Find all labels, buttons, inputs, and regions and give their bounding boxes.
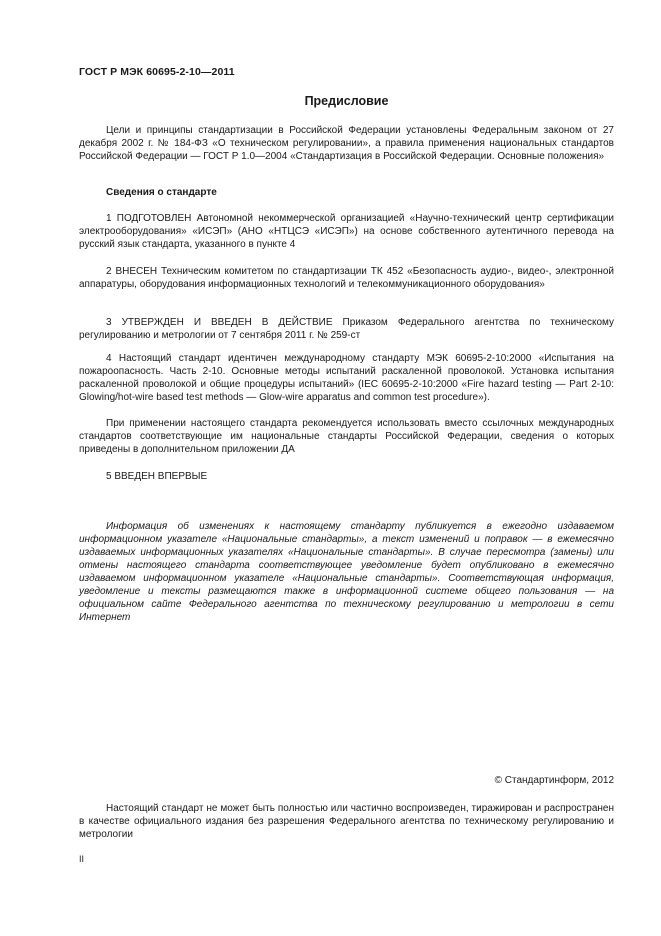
page-title: Предисловие [304,94,389,108]
changes-notice: Информация об изменениях к настоящему стандарту публикуется в ежегодно издаваемом информационном указателе «Национальные стандарты», а текст изменений и поправок — в ежемесячно издаваемых информационных указателях «Национальные стандарты». В случае пересмотра (замены) или отмены настоящего стандарта соответствующее уведомление будет опубликовано в ежемесячно издаваемом информационном указателе «Национальные стандарты». Соответствующая информация, уведомление и тексты размещаются также в информационной системе общего пользования — на официальном сайте Федерального агентства по техническому регулированию и метрологии в сети Интернет [79,521,614,623]
page-number: II [79,854,85,864]
copyright: © Стандартинформ, 2012 [494,775,614,786]
item-2-submitted: 2 ВНЕСЕН Техническим комитетом по стандартизации ТК 452 «Безопасность аудио-, видео-, электронной аппаратуры, оборудования информационных технологий и телекоммуникационного оборудования» [79,266,614,290]
standard-code-header: ГОСТ Р МЭК 60695-2-10—2011 [79,66,235,78]
item-3-approved: 3 УТВЕРЖДЕН И ВВЕДЕН В ДЕЙСТВИЕ Приказом Федерального агентства по техническому регулированию и метрологии от 7 сентября 2011 г. № 259-ст [79,317,614,341]
reproduction-notice: Настоящий стандарт не может быть полностью или частично воспроизведен, тиражирован и распространен в качестве официального издания без разрешения Федерального агентства по техническому регулированию и метрологии [79,803,614,840]
standard-info-heading: Сведения о стандарте [106,187,217,198]
item-5-introduced: 5 ВВЕДЕН ВПЕРВЫЕ [106,471,208,482]
item-4-identical: 4 Настоящий стандарт идентичен международному стандарту МЭК 60695-2-10:2000 «Испытания на пожароопасность. Часть 2-10. Основные методы испытаний раскаленной проволокой. Установка испытания раскаленной проволокой и общие процедуры испытаний» (IEC 60695-2-10:2000 «Fire hazard testing — Part 2-10: Glowing/hot-wire based test methods — Glow-wire apparatus and common test procedure»). [79,353,614,403]
item-4-note: При применении настоящего стандарта рекомендуется использовать вместо ссылочных международных стандартов соответствующие им национальные стандарты Российской Федерации, сведения о которых приведены в дополнительном приложении ДА [79,418,614,455]
intro-paragraph: Цели и принципы стандартизации в Российской Федерации установлены Федеральным законом от 27 декабря 2002 г. № 184-ФЗ «О техническом регулировании», а правила применения национальных стандартов Российской Федерации — ГОСТ Р 1.0—2004 «Стандартизация в Российской Федерации. Основные положения» [79,125,614,162]
item-1-prepared: 1 ПОДГОТОВЛЕН Автономной некоммерческой организацией «Научно-технический центр сертификации электрооборудования» «ИСЭП» (АНО «НТЦСЭ «ИСЭП») на основе собственного аутентичного перевода на русский язык стандарта, указанного в пункте 4 [79,213,614,250]
